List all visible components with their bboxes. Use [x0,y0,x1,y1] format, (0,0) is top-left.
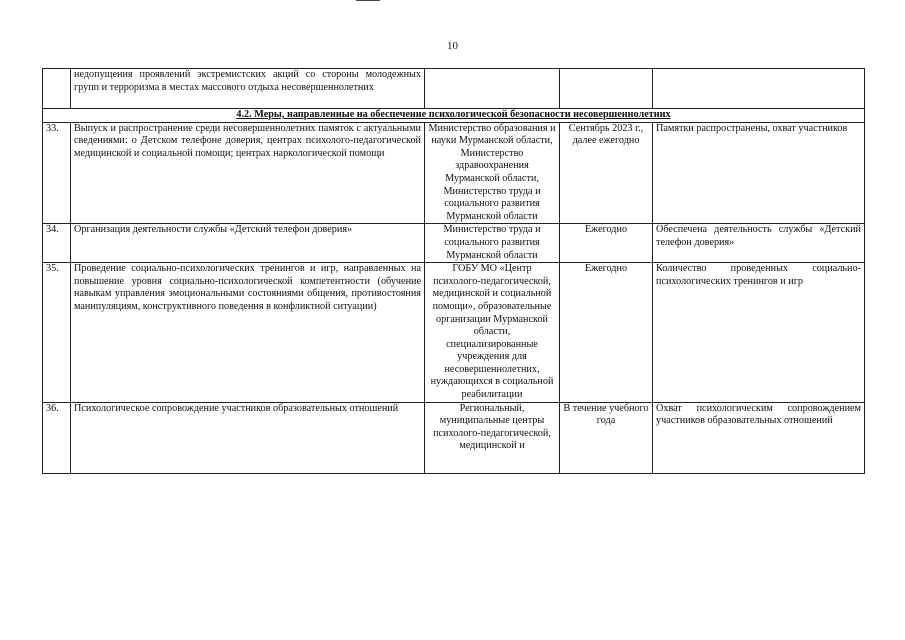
activity-cell: Психологическое сопровождение участников образовательных отношений [71,402,425,473]
measures-table [42,68,865,474]
result-cell: Охват психологическим сопровождением участников образовательных отношений [653,402,865,473]
activity-cell: недопущения проявлений экстремистских акций со стороны молодежных групп и терроризма в местах массового отдыха несовершеннолетних [71,69,425,109]
executor-cell: Региональный, муниципальные центры психолого-педагогической, медицинской и [425,402,560,473]
page-number: 10 [447,40,458,52]
term-cell: В течение учебного года [560,402,653,473]
term-cell: Ежегодно [560,263,653,403]
scan-mark [356,0,380,1]
table-row [43,224,865,263]
table-row [43,402,865,473]
result-cell: Памятки распространены, охват участников [653,122,865,224]
result-cell: Обеспечена деятельность службы «Детский телефон доверия» [653,224,865,263]
activity-cell: Проведение социально-психологических тренингов и игр, направленных на повышение уровня социально-психологической компетентности (обучение навыкам управления эмоциональными состояниями общения, противостояния манипуляциям, конструктивного поведения в конфликтной ситуации) [71,263,425,403]
term-cell: Ежегодно [560,224,653,263]
table-row [43,122,865,224]
section-heading: 4.2. Меры, направленные на обеспечение психологической безопасности несовершеннолетних [43,109,865,123]
table-row [43,263,865,403]
row-number [43,69,71,109]
executor-cell: ГОБУ МО «Центр психолого-педагогической, медицинской и социальной помощи», образовательные организации Мурманской области, специализированные учреждения для несовершеннолетних, нуждающихся в социальной реабилитации [425,263,560,403]
result-cell: Количество проведенных социально-психологических тренингов и игр [653,263,865,403]
result-cell [653,69,865,109]
activity-cell: Выпуск и распространение среди несовершеннолетних памяток с актуальными сведениями: о Детском телефоне доверия, центрах психолого-педагогической медицинской и социальной помощи; центрах наркологической помощи [71,122,425,224]
section-heading-row [43,109,865,123]
executor-cell: Министерство образования и науки Мурманской области, Министерство здравоохранения Мурманской области, Министерство труда и социального развития Мурманской области [425,122,560,224]
row-number: 36. [43,402,71,473]
row-number: 35. [43,263,71,403]
executor-cell: Министерство труда и социального развития Мурманской области [425,224,560,263]
term-cell: Сентябрь 2023 г., далее ежегодно [560,122,653,224]
activity-cell: Организация деятельности службы «Детский телефон доверия» [71,224,425,263]
row-number: 33. [43,122,71,224]
executor-cell [425,69,560,109]
table-row [43,69,865,109]
row-number: 34. [43,224,71,263]
term-cell [560,69,653,109]
